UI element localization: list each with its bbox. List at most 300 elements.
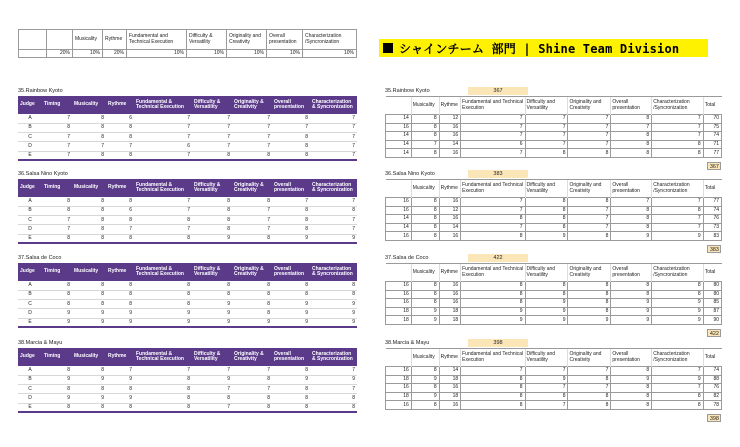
weights-value-row	[19, 50, 357, 58]
score-cell: 8	[106, 123, 134, 132]
weighted-score-cell: 9	[525, 307, 568, 316]
weighted-score-cell: 7	[652, 115, 704, 124]
weights-header-cell: Musicality	[73, 30, 103, 50]
score-cell: 8	[310, 281, 357, 290]
score-column-header: Rythme	[106, 348, 134, 366]
score-cell: 7	[134, 114, 192, 123]
score-column-header: Timing	[42, 263, 72, 281]
score-cell: 7	[42, 142, 72, 151]
weighted-score-cell: 8	[411, 198, 439, 207]
weighted-score-cell: 7	[652, 215, 704, 224]
row-total-cell: 82	[703, 392, 721, 401]
weighted-score-cell: 8	[652, 290, 704, 299]
score-cell: 9	[310, 234, 357, 243]
weighted-score-cell: 8	[411, 132, 439, 141]
score-cell: 8	[72, 290, 106, 299]
table-row	[18, 403, 357, 412]
score-cell: 8	[232, 403, 272, 412]
score-cell: 7	[106, 366, 134, 375]
weighted-score-cell: 8	[411, 123, 439, 132]
score-column-header: Difficulty & Versatility	[192, 96, 232, 114]
score-cell: 7	[232, 133, 272, 142]
score-column-header: Originality & Creativity	[232, 263, 272, 281]
score-cell: 9	[272, 300, 310, 309]
weighted-score-cell: 7	[652, 367, 704, 376]
score-cell: 7	[310, 366, 357, 375]
weighted-summary-table	[385, 263, 722, 325]
weighted-score-cell: 8	[411, 367, 439, 376]
weighted-score-cell: 14	[386, 115, 412, 124]
table-row	[386, 206, 722, 215]
weighted-score-cell: 8	[568, 290, 611, 299]
score-cell: 9	[72, 318, 106, 327]
score-cell: 8	[42, 300, 72, 309]
score-column-header: Overall presentation	[272, 348, 310, 366]
judge-label: A	[18, 114, 42, 123]
summary-column-header: Rythme	[439, 349, 460, 367]
weighted-score-cell: 9	[411, 375, 439, 384]
row-total-cell: 74	[703, 206, 721, 215]
score-cell: 8	[134, 300, 192, 309]
summary-column-header: Overall presentation	[611, 349, 652, 367]
score-cell: 8	[72, 216, 106, 225]
score-cell: 8	[42, 290, 72, 299]
score-cell: 7	[106, 225, 134, 234]
score-cell: 8	[192, 290, 232, 299]
weighted-score-cell: 7	[568, 367, 611, 376]
score-column-header: Difficulty & Versatility	[192, 348, 232, 366]
weighted-score-cell: 8	[568, 198, 611, 207]
score-column-header: Musicality	[72, 96, 106, 114]
weighted-score-cell: 14	[386, 132, 412, 141]
score-cell: 9	[106, 309, 134, 318]
score-cell: 8	[106, 216, 134, 225]
weighted-score-cell: 7	[652, 223, 704, 232]
weighted-score-cell: 8	[652, 282, 704, 291]
score-cell: 8	[192, 197, 232, 206]
summary-column-header: Overall presentation	[611, 264, 652, 282]
row-total-cell: 80	[703, 282, 721, 291]
score-column-header: Overall presentation	[272, 96, 310, 114]
weights-header-cell: Fundamental and Technical Execution	[127, 30, 187, 50]
table-row	[18, 375, 357, 384]
weighted-score-cell: 7	[652, 132, 704, 141]
score-cell: 8	[134, 216, 192, 225]
weighted-score-cell: 8	[411, 149, 439, 158]
weighted-score-cell: 8	[611, 223, 652, 232]
weighted-score-cell: 8	[611, 215, 652, 224]
score-cell: 8	[42, 403, 72, 412]
weighted-score-cell: 8	[411, 384, 439, 393]
score-cell: 8	[42, 366, 72, 375]
row-total-cell: 87	[703, 307, 721, 316]
weighted-score-cell: 8	[611, 282, 652, 291]
score-column-header: Characterization & Syncronization	[310, 263, 357, 281]
score-cell: 8	[232, 234, 272, 243]
score-cell: 9	[192, 234, 232, 243]
weighted-score-cell: 16	[439, 123, 460, 132]
weighted-score-cell: 7	[568, 123, 611, 132]
table-row	[386, 282, 722, 291]
score-cell: 8	[106, 385, 134, 394]
weighted-score-cell: 8	[411, 206, 439, 215]
weighted-score-cell: 16	[386, 232, 412, 241]
weighted-score-cell: 9	[611, 375, 652, 384]
score-cell: 7	[232, 216, 272, 225]
weighted-score-cell: 16	[439, 401, 460, 410]
score-cell: 9	[272, 309, 310, 318]
weighted-score-cell: 8	[525, 290, 568, 299]
weighted-score-cell: 16	[439, 198, 460, 207]
score-cell: 7	[192, 385, 232, 394]
weighted-score-cell: 8	[411, 215, 439, 224]
row-total-cell: 77	[703, 149, 721, 158]
summary-column-header: Total	[703, 97, 721, 115]
summary-team-title: 37.Salsa de Coco	[385, 255, 429, 261]
score-cell: 8	[72, 151, 106, 160]
weighted-score-cell: 9	[525, 375, 568, 384]
table-row	[386, 367, 722, 376]
judge-label: C	[18, 216, 42, 225]
table-row	[18, 394, 357, 403]
weighted-score-cell: 8	[611, 401, 652, 410]
weighted-score-cell: 9	[411, 307, 439, 316]
score-cell: 8	[272, 385, 310, 394]
score-cell: 7	[134, 133, 192, 142]
score-cell: 9	[310, 375, 357, 384]
weighted-score-cell: 7	[568, 215, 611, 224]
score-cell: 8	[42, 234, 72, 243]
score-cell: 9	[192, 300, 232, 309]
score-cell: 9	[106, 394, 134, 403]
score-cell: 8	[272, 281, 310, 290]
judge-label: C	[18, 385, 42, 394]
score-cell: 8	[72, 206, 106, 215]
score-cell: 9	[72, 375, 106, 384]
weighted-score-cell: 7	[525, 132, 568, 141]
weighted-score-cell: 8	[568, 401, 611, 410]
summary-column-header: Characterization /Syncronization	[652, 349, 704, 367]
score-cell: 8	[72, 234, 106, 243]
score-cell: 8	[106, 234, 134, 243]
weighted-score-cell: 8	[461, 215, 525, 224]
score-column-header: Fundamental & Technical Execution	[134, 348, 192, 366]
weighted-score-cell: 8	[411, 282, 439, 291]
weighted-score-cell: 9	[525, 316, 568, 325]
judge-label: C	[18, 133, 42, 142]
score-cell: 9	[192, 309, 232, 318]
weighted-score-cell: 16	[386, 384, 412, 393]
weighted-score-cell: 8	[652, 149, 704, 158]
score-cell: 8	[106, 290, 134, 299]
table-row	[18, 225, 357, 234]
score-cell: 7	[272, 123, 310, 132]
weights-header-cell: Overall presentation	[267, 30, 303, 50]
score-cell: 7	[232, 385, 272, 394]
summary-column-header: Total	[703, 264, 721, 282]
score-cell: 6	[106, 114, 134, 123]
judge-label: B	[18, 206, 42, 215]
score-cell: 9	[310, 309, 357, 318]
score-column-header: Judge	[18, 348, 42, 366]
judge-score-table	[18, 348, 357, 413]
weighted-score-cell: 9	[652, 307, 704, 316]
score-column-header: Characterization & Syncronization	[310, 179, 357, 197]
score-column-header: Rythme	[106, 179, 134, 197]
weighted-score-cell: 14	[439, 367, 460, 376]
judge-label: A	[18, 197, 42, 206]
weighted-score-cell: 16	[386, 299, 412, 308]
score-cell: 7	[42, 216, 72, 225]
score-cell: 9	[106, 318, 134, 327]
weights-value-cell: 10%	[73, 50, 103, 58]
judge-score-table	[18, 263, 357, 328]
weighted-score-cell: 8	[411, 223, 439, 232]
score-cell: 8	[310, 290, 357, 299]
summary-column-header: Musicality	[411, 180, 439, 198]
summary-column-header	[386, 264, 412, 282]
score-cell: 8	[106, 403, 134, 412]
score-cell: 8	[272, 225, 310, 234]
weighted-score-cell: 7	[568, 140, 611, 149]
grand-total-cell: 367	[707, 162, 721, 170]
weighted-score-cell: 8	[411, 299, 439, 308]
weighted-score-cell: 8	[461, 384, 525, 393]
table-row	[18, 366, 357, 375]
judge-label: B	[18, 375, 42, 384]
table-row	[386, 223, 722, 232]
row-total-cell: 70	[703, 115, 721, 124]
score-cell: 8	[192, 216, 232, 225]
weighted-score-cell: 9	[652, 316, 704, 325]
weighted-score-cell: 8	[652, 206, 704, 215]
score-cell: 9	[134, 309, 192, 318]
score-cell: 7	[310, 142, 357, 151]
table-row	[18, 123, 357, 132]
row-total-cell: 78	[703, 401, 721, 410]
score-cell: 7	[232, 206, 272, 215]
weighted-score-cell: 8	[461, 401, 525, 410]
row-total-cell: 85	[703, 299, 721, 308]
weighted-score-cell: 7	[652, 384, 704, 393]
score-cell: 8	[42, 123, 72, 132]
table-row	[18, 234, 357, 243]
score-cell: 8	[192, 394, 232, 403]
weights-header-cell	[19, 30, 47, 50]
score-cell: 8	[272, 142, 310, 151]
weighted-score-cell: 8	[411, 115, 439, 124]
score-column-header: Timing	[42, 348, 72, 366]
summary-column-header: Musicality	[411, 97, 439, 115]
weighted-score-cell: 7	[461, 198, 525, 207]
score-column-header: Characterization & Syncronization	[310, 96, 357, 114]
judge-label: E	[18, 234, 42, 243]
score-cell: 7	[134, 366, 192, 375]
table-row	[386, 299, 722, 308]
table-row	[386, 123, 722, 132]
weighted-score-cell: 18	[386, 392, 412, 401]
table-row	[18, 385, 357, 394]
judge-label: D	[18, 225, 42, 234]
summary-column-header: Difficulty and Versatility	[525, 264, 568, 282]
score-cell: 8	[72, 225, 106, 234]
judge-label: B	[18, 123, 42, 132]
score-cell: 7	[272, 197, 310, 206]
weighted-score-cell: 8	[525, 282, 568, 291]
table-row	[18, 151, 357, 160]
row-total-cell: 73	[703, 223, 721, 232]
judge-label: A	[18, 281, 42, 290]
score-cell: 7	[192, 123, 232, 132]
weighted-score-cell: 7	[568, 115, 611, 124]
weighted-score-cell: 8	[611, 132, 652, 141]
score-cell: 8	[232, 290, 272, 299]
score-cell: 9	[310, 318, 357, 327]
score-cell: 8	[272, 216, 310, 225]
weights-value-cell: 20%	[47, 50, 73, 58]
score-cell: 7	[134, 225, 192, 234]
judge-label: B	[18, 290, 42, 299]
weighted-score-cell: 9	[461, 307, 525, 316]
score-cell: 7	[310, 123, 357, 132]
weighted-score-cell: 7	[461, 149, 525, 158]
summary-column-header: Rythme	[439, 97, 460, 115]
score-cell: 7	[42, 225, 72, 234]
weights-header-cell: Originality and Creativity	[227, 30, 267, 50]
weighted-score-cell: 14	[386, 149, 412, 158]
score-cell: 9	[42, 375, 72, 384]
score-cell: 8	[72, 114, 106, 123]
weighted-score-cell: 8	[525, 149, 568, 158]
weighted-score-cell: 9	[652, 375, 704, 384]
score-column-header: Originality & Creativity	[232, 96, 272, 114]
score-cell: 8	[42, 206, 72, 215]
weights-value-cell: 10%	[303, 50, 357, 58]
score-cell: 7	[134, 197, 192, 206]
score-cell: 9	[42, 318, 72, 327]
score-column-header: Judge	[18, 179, 42, 197]
weighted-score-cell: 8	[411, 401, 439, 410]
weighted-score-cell: 16	[386, 123, 412, 132]
score-cell: 8	[72, 300, 106, 309]
summary-column-header: Fundamental and Technical Execution	[461, 349, 525, 367]
table-row	[18, 206, 357, 215]
score-column-header: Musicality	[72, 348, 106, 366]
score-cell: 8	[42, 281, 72, 290]
weights-value-cell: 20%	[103, 50, 127, 58]
table-row	[386, 290, 722, 299]
weighted-score-cell: 8	[611, 290, 652, 299]
score-cell: 9	[192, 318, 232, 327]
row-total-cell: 71	[703, 140, 721, 149]
banner-title: シャインチーム 部門 | Shine Team Division	[399, 41, 680, 56]
score-cell: 8	[310, 403, 357, 412]
score-cell: 9	[134, 318, 192, 327]
judge-label: C	[18, 300, 42, 309]
weighted-score-cell: 18	[386, 375, 412, 384]
grand-total-cell: 383	[707, 245, 721, 253]
score-cell: 8	[192, 281, 232, 290]
grand-total-cell: 422	[707, 329, 721, 337]
summary-column-header	[386, 349, 412, 367]
weighted-score-cell: 7	[611, 123, 652, 132]
weighted-score-cell: 18	[439, 375, 460, 384]
weighted-score-cell: 8	[652, 392, 704, 401]
summary-column-header: Difficulty and Versatility	[525, 97, 568, 115]
table-row	[386, 215, 722, 224]
score-cell: 7	[310, 216, 357, 225]
score-cell: 8	[232, 151, 272, 160]
weighted-score-cell: 7	[568, 223, 611, 232]
score-cell: 7	[192, 366, 232, 375]
summary-column-header: Difficulty and Versatility	[525, 180, 568, 198]
score-cell: 9	[272, 375, 310, 384]
weighted-score-cell: 8	[611, 367, 652, 376]
judge-label: D	[18, 309, 42, 318]
weighted-score-cell: 18	[439, 316, 460, 325]
weighted-score-cell: 7	[568, 206, 611, 215]
weighted-score-cell: 16	[439, 290, 460, 299]
weighted-score-cell: 7	[525, 367, 568, 376]
weights-value-cell: 10%	[267, 50, 303, 58]
weighted-summary-table	[385, 179, 722, 241]
weighted-score-cell: 16	[439, 215, 460, 224]
row-total-cell: 80	[703, 290, 721, 299]
weighted-score-cell: 9	[611, 299, 652, 308]
weighted-score-cell: 14	[439, 223, 460, 232]
square-icon	[383, 43, 393, 53]
summary-column-header: Originality and Creativity	[568, 349, 611, 367]
score-cell: 9	[106, 375, 134, 384]
weighted-score-cell: 8	[611, 115, 652, 124]
weighted-score-cell: 9	[568, 316, 611, 325]
weighted-score-cell: 7	[461, 223, 525, 232]
score-cell: 8	[272, 394, 310, 403]
score-column-header: Originality & Creativity	[232, 179, 272, 197]
row-total-cell: 88	[703, 375, 721, 384]
score-column-header: Timing	[42, 179, 72, 197]
score-cell: 6	[134, 142, 192, 151]
table-row	[386, 392, 722, 401]
table-row	[18, 281, 357, 290]
score-cell: 7	[192, 142, 232, 151]
weighted-summary-table	[385, 348, 722, 410]
score-cell: 8	[134, 375, 192, 384]
score-cell: 7	[310, 225, 357, 234]
summary-column-header: Fundamental and Technical Execution	[461, 180, 525, 198]
weighted-score-cell: 8	[411, 232, 439, 241]
score-cell: 7	[232, 123, 272, 132]
table-row	[18, 133, 357, 142]
team-title: 38.Marcia & Mayu	[18, 340, 63, 346]
summary-team-title: 38.Marcia & Mayu	[385, 340, 430, 346]
summary-column-header: Originality and Creativity	[568, 97, 611, 115]
score-cell: 7	[310, 197, 357, 206]
table-row	[386, 316, 722, 325]
table-row	[18, 318, 357, 327]
score-cell: 7	[310, 151, 357, 160]
score-cell: 9	[42, 394, 72, 403]
score-cell: 8	[134, 385, 192, 394]
weighted-score-cell: 8	[611, 140, 652, 149]
team-title: 36.Salsa Nino Kyoto	[18, 171, 68, 177]
team-total-header: 422	[468, 254, 528, 262]
weighted-score-cell: 8	[411, 290, 439, 299]
score-cell: 7	[42, 114, 72, 123]
score-cell: 8	[310, 394, 357, 403]
row-total-cell: 76	[703, 384, 721, 393]
score-cell: 8	[72, 281, 106, 290]
